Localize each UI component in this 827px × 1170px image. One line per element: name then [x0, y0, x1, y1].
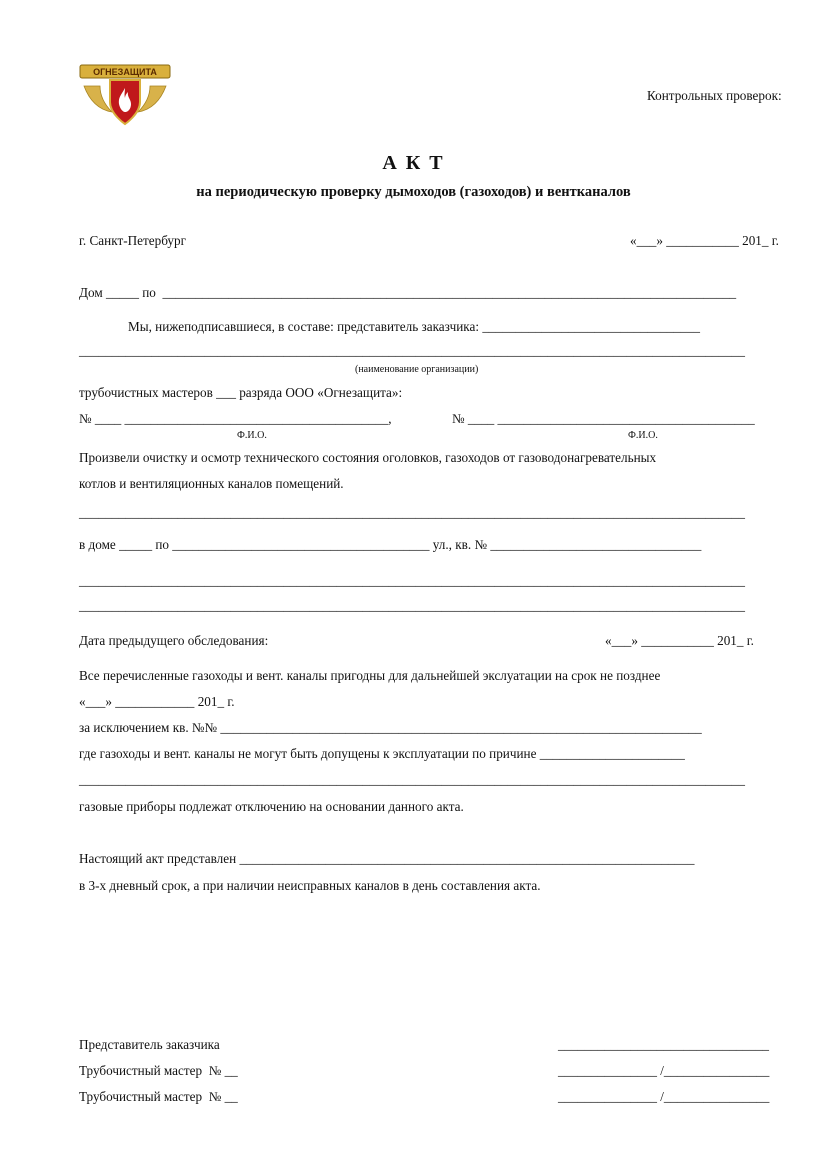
signature-line-master-2: _______________ /________________: [558, 1089, 770, 1104]
reason-line: где газоходы и вент. каналы не могут быть допущены к эксплуатации по причине ______________________: [79, 746, 685, 761]
control-checks-label: Контрольных проверок:: [647, 88, 782, 103]
document-title: А К Т: [382, 152, 445, 174]
blank-line-4: _____________________________________________________________________________________________________: [79, 772, 745, 787]
act-date-field: «___» ___________ 201_ г.: [630, 233, 779, 248]
logo-left-wing: [84, 86, 112, 112]
master-1-field: № ____ ________________________________________,: [79, 411, 392, 426]
signature-line-customer: ________________________________: [558, 1037, 769, 1052]
logo-right-wing: [138, 86, 166, 112]
exception-line: за исключением кв. №№ _________________________________________________________________________: [79, 720, 702, 735]
previous-inspection-label: Дата предыдущего обследования:: [79, 633, 269, 648]
presented-line-2: в 3-х дневный срок, а при наличии неисправных каналов в день составления акта.: [79, 878, 541, 893]
disconnect-line: газовые приборы подлежат отключению на основании данного акта.: [79, 799, 464, 814]
house-line: Дом _____ по _______________________________________________________________________________________: [79, 285, 737, 300]
blank-line-2: _____________________________________________________________________________________________________: [79, 573, 745, 588]
in-house-line: в доме _____ по _______________________________________ ул., кв. № ________________________________: [79, 537, 702, 552]
logo-text: ОГНЕЗАЩИТА: [93, 67, 157, 77]
previous-inspection-date: «___» ___________ 201_ г.: [605, 633, 754, 648]
all-listed-line-1: Все перечисленные газоходы и вент. каналы пригодны для дальнейшей экслуатации на срок не позднее: [79, 668, 661, 683]
performed-line-1: Произвели очистку и осмотр технического состояния оголовков, газоходов от газоводонагревательных: [79, 450, 657, 465]
signature-label-master-2: Трубочистный мастер № __: [79, 1089, 238, 1104]
signature-label-master-1: Трубочистный мастер № __: [79, 1063, 238, 1078]
signature-label-customer: Представитель заказчика: [79, 1037, 220, 1052]
blank-line-1: _____________________________________________________________________________________________________: [79, 505, 745, 520]
signature-line-master-1: _______________ /________________: [558, 1063, 770, 1078]
document-subtitle: на периодическую проверку дымоходов (газоходов) и вентканалов: [196, 184, 631, 200]
fio-caption-left: Ф.И.О.: [237, 430, 267, 441]
performed-line-2: котлов и вентиляционных каналов помещений.: [79, 476, 344, 491]
presented-line-1: Настоящий акт представлен _____________________________________________________________________: [79, 851, 695, 866]
fio-caption-right: Ф.И.О.: [628, 430, 658, 441]
all-listed-line-2: «___» ____________ 201_ г.: [79, 694, 235, 709]
masters-line: трубочистных мастеров ___ разряда ООО «Огнезащита»:: [79, 385, 403, 400]
organization-line: _____________________________________________________________________________________________________: [79, 343, 745, 358]
organization-caption: (наименование организации): [355, 364, 479, 375]
master-2-field: № ____ _______________________________________: [452, 411, 755, 426]
customer-representative-line: Мы, нижеподписавшиеся, в составе: представитель заказчика: _________________________________: [128, 319, 700, 334]
blank-line-3: _____________________________________________________________________________________________________: [79, 598, 745, 613]
company-logo: [78, 62, 172, 128]
city-label: г. Санкт-Петербург: [79, 233, 186, 248]
